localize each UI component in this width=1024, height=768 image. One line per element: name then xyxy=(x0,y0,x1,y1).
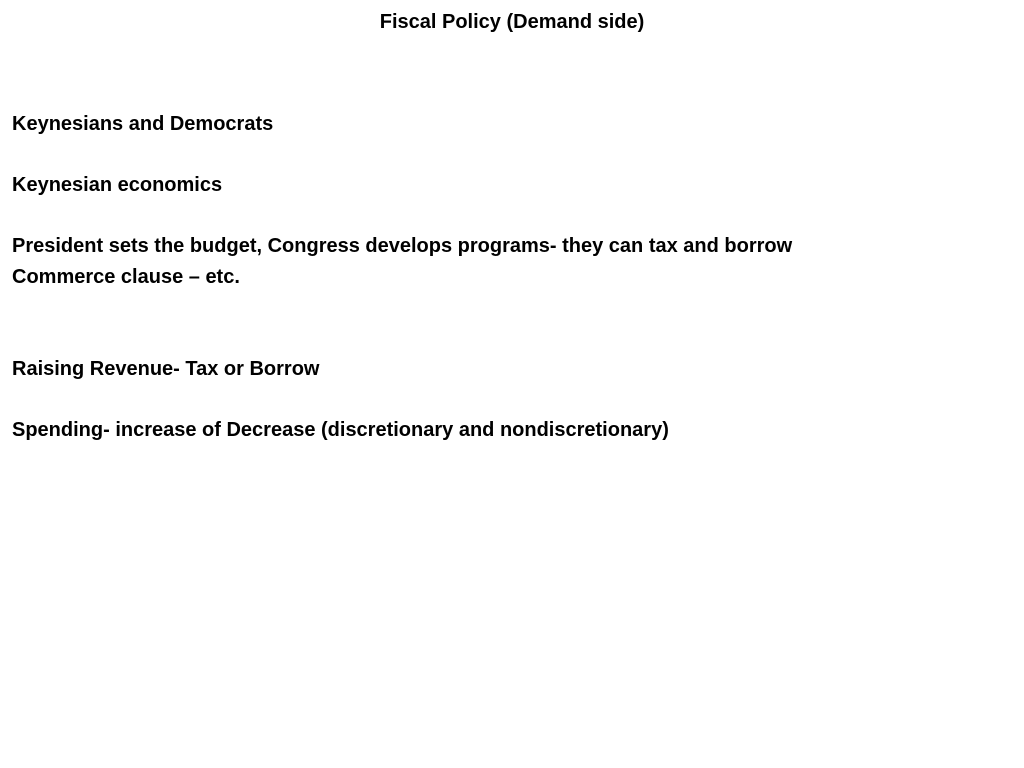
text-line-keynesian-economics: Keynesian economics xyxy=(12,174,223,196)
text-line-keynesians-democrats: Keynesians and Democrats xyxy=(12,113,274,135)
text-line-commerce-clause: Commerce clause – etc. xyxy=(12,266,240,288)
text-line-raising-revenue: Raising Revenue- Tax or Borrow xyxy=(12,358,320,380)
text-line-budget-programs: President sets the budget, Congress develops programs- they can tax and borrow xyxy=(12,235,793,257)
text-line-spending: Spending- increase of Decrease (discretionary and nondiscretionary) xyxy=(12,419,669,441)
slide-title: Fiscal Policy (Demand side) xyxy=(379,11,645,33)
